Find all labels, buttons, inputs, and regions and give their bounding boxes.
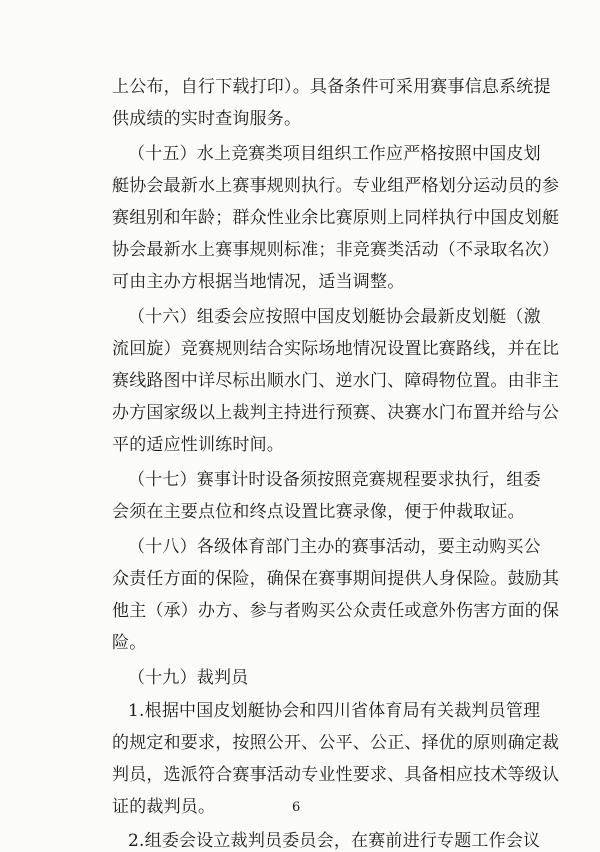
text-line: 2.组委会设立裁判员委员会，在赛前进行专题工作会议 [128,831,541,851]
page-number: 6 [292,800,301,815]
text-line: 会须在主要点位和终点设置比赛录像，便于仲裁取证。 [112,502,525,522]
text-line: 他主（承）办方、参与者购买公众责任或意外伤害方面的保 [112,601,560,621]
text-line: 判员，选派符合赛事活动专业性要求、具备相应技术等级认 [112,765,560,785]
text-line: 证的裁判员。 [112,797,216,817]
text-line: 办方国家级以上裁判主持进行预赛、决赛水门布置并给与公 [112,403,560,423]
text-line: 可由主办方根据当地情况，适当调整。 [112,272,405,292]
text-line: 1.根据中国皮划艇协会和四川省体育局有关裁判员管理 [128,701,541,721]
text-line: （十七）赛事计时设备须按照竞赛规程要求执行，组委 [128,470,541,490]
text-line: 的规定和要求，按照公开、公平、公正、择优的原则确定裁 [112,733,560,753]
text-line: 艇协会最新水上赛事规则执行。专业组严格划分运动员的参 [112,176,560,196]
text-line: 供成绩的实时查询服务。 [112,109,302,129]
text-line: （十八）各级体育部门主办的赛事活动，要主动购买公 [128,537,541,557]
text-line: 险。 [112,633,147,653]
section-heading: （十九）裁判员 [128,668,249,688]
text-line: 赛组别和年龄；群众性业余比赛原则上同样执行中国皮划艇 [112,208,560,228]
text-line: 上公布，自行下载打印）。具备条件可采用赛事信息系统提 [112,77,551,97]
text-line: （十六）组委会应按照中国皮划艇协会最新皮划艇（激 [128,307,541,327]
text-line: 协会最新水上赛事规则标准；非竞赛类活动（不录取名次） [112,240,560,260]
text-line: 流回旋）竞赛规则结合实际场地情况设置比赛路线，并在比 [112,339,560,359]
text-line: 赛线路图中详尽标出顺水门、逆水门、障碍物位置。由非主 [112,371,560,391]
text-line: （十五）水上竞赛类项目组织工作应严格按照中国皮划 [128,144,541,164]
text-line: 平的适应性训练时间。 [112,435,284,455]
text-line: 众责任方面的保险，确保在赛事期间提供人身保险。鼓励其 [112,569,560,589]
